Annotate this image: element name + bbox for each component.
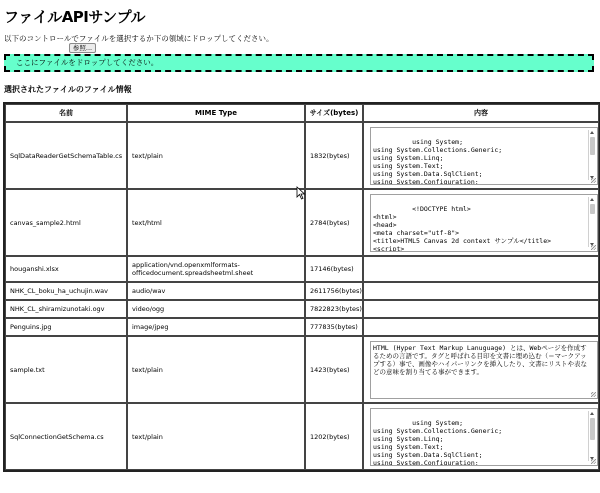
file-size-cell: 1832(bytes) <box>305 122 363 189</box>
table-row <box>5 282 599 300</box>
file-content-cell <box>363 256 599 282</box>
scroll-thumb[interactable] <box>590 418 595 440</box>
table-row <box>5 336 599 403</box>
resize-grip-icon[interactable] <box>591 459 596 464</box>
scroll-up-icon[interactable] <box>590 198 594 201</box>
file-size-cell: 1423(bytes) <box>305 336 363 403</box>
file-mime-cell: text/plain <box>127 403 305 470</box>
file-mime-cell: video/ogg <box>127 300 305 318</box>
file-name-cell: SqlConnectionGetSchema.cs <box>5 403 127 470</box>
file-name-cell: canvas_sample2.html <box>5 189 127 256</box>
section-title: 選択されたファイルのファイル情報 <box>4 85 132 94</box>
header-content: 内容 <box>363 104 599 122</box>
header-size: サイズ(bytes) <box>305 104 363 122</box>
resize-grip-icon[interactable] <box>591 178 596 183</box>
file-mime-cell: text/plain <box>127 122 305 189</box>
file-name-cell: houganshi.xlsx <box>5 256 127 282</box>
scroll-up-icon[interactable] <box>590 412 594 415</box>
file-size-cell: 1202(bytes) <box>305 403 363 470</box>
content-textarea[interactable] <box>370 127 598 185</box>
file-content-cell <box>363 336 599 403</box>
header-name: 名前 <box>5 104 127 122</box>
content-text: HTML (Hyper Text Markup Lanuguage) とは、Webページを作成するための言語です。タグと呼ばれる目印を文書に埋め込む（＝マークアップする）事で、画像やハイパーリンクを挿入したり、文書にリストや表などの意味を割り当てる事ができます。 <box>373 343 587 376</box>
content-textarea[interactable] <box>370 408 598 466</box>
file-name-cell: Penguins.jpg <box>5 318 127 336</box>
content-textarea[interactable] <box>370 341 598 399</box>
scroll-thumb[interactable] <box>590 204 595 214</box>
file-size-cell: 7822823(bytes) <box>305 300 363 318</box>
file-size-cell: 2611756(bytes) <box>305 282 363 300</box>
header-mime: MIME Type <box>127 104 305 122</box>
textarea-scrollbar[interactable] <box>588 130 596 180</box>
drop-zone[interactable] <box>4 54 594 72</box>
table-row <box>5 403 599 470</box>
table-row <box>5 300 599 318</box>
scroll-up-icon[interactable] <box>590 131 594 134</box>
table-header-row <box>5 104 599 122</box>
file-content-cell <box>363 122 599 189</box>
file-content-cell <box>363 403 599 470</box>
file-content-cell <box>363 282 599 300</box>
file-mime-cell: text/html <box>127 189 305 256</box>
mouse-cursor-icon <box>296 186 306 200</box>
file-size-cell: 2784(bytes) <box>305 189 363 256</box>
drop-zone-label: ここにファイルをドロップしてください。 <box>16 58 159 67</box>
file-mime-cell: audio/wav <box>127 282 305 300</box>
file-content-cell <box>363 189 599 256</box>
file-mime-cell: image/jpeg <box>127 318 305 336</box>
file-content-cell <box>363 300 599 318</box>
file-size-cell: 17146(bytes) <box>305 256 363 282</box>
file-mime-cell: text/plain <box>127 336 305 403</box>
resize-grip-icon[interactable] <box>591 245 596 250</box>
file-name-cell: NHK_CL_shiramizunotaki.ogv <box>5 300 127 318</box>
file-mime-cell: application/vnd.openxmlformats-officedocument.spreadsheetml.sheet <box>127 256 305 282</box>
content-textarea[interactable] <box>370 194 598 252</box>
file-name-cell: NHK_CL_boku_ha_uchujin.wav <box>5 282 127 300</box>
instruction-text: 以下のコントロールでファイルを選択するか下の領域にドロップしてください。 <box>4 34 274 43</box>
content-text: using System; using System.Collections.Generic; using System.Linq; using System.Text; using System.Data.SqlClient; using System.Configuration; <box>373 418 503 466</box>
file-size-cell: 777835(bytes) <box>305 318 363 336</box>
table-row <box>5 256 599 282</box>
page-title: ファイルAPIサンプル <box>4 8 146 26</box>
table-row <box>5 122 599 189</box>
resize-grip-icon[interactable] <box>591 392 596 397</box>
file-info-table <box>3 102 600 472</box>
file-content-cell <box>363 318 599 336</box>
textarea-scrollbar[interactable] <box>588 411 596 461</box>
file-name-cell: SqlDataReaderGetSchemaTable.cs <box>5 122 127 189</box>
browse-button[interactable]: 参照... <box>69 43 96 53</box>
scroll-thumb[interactable] <box>590 137 595 155</box>
textarea-scrollbar[interactable] <box>588 197 596 247</box>
content-text: <!DOCTYPE html> <html> <head> <meta charset="utf-8"> <title>HTML5 Canvas 2d context サンプル</title> <script> <box>373 204 552 252</box>
table-row <box>5 318 599 336</box>
file-name-cell: sample.txt <box>5 336 127 403</box>
content-text: using System; using System.Collections.Generic; using System.Linq; using System.Text; using System.Data.SqlClient; using System.Configuration; <box>373 137 503 185</box>
